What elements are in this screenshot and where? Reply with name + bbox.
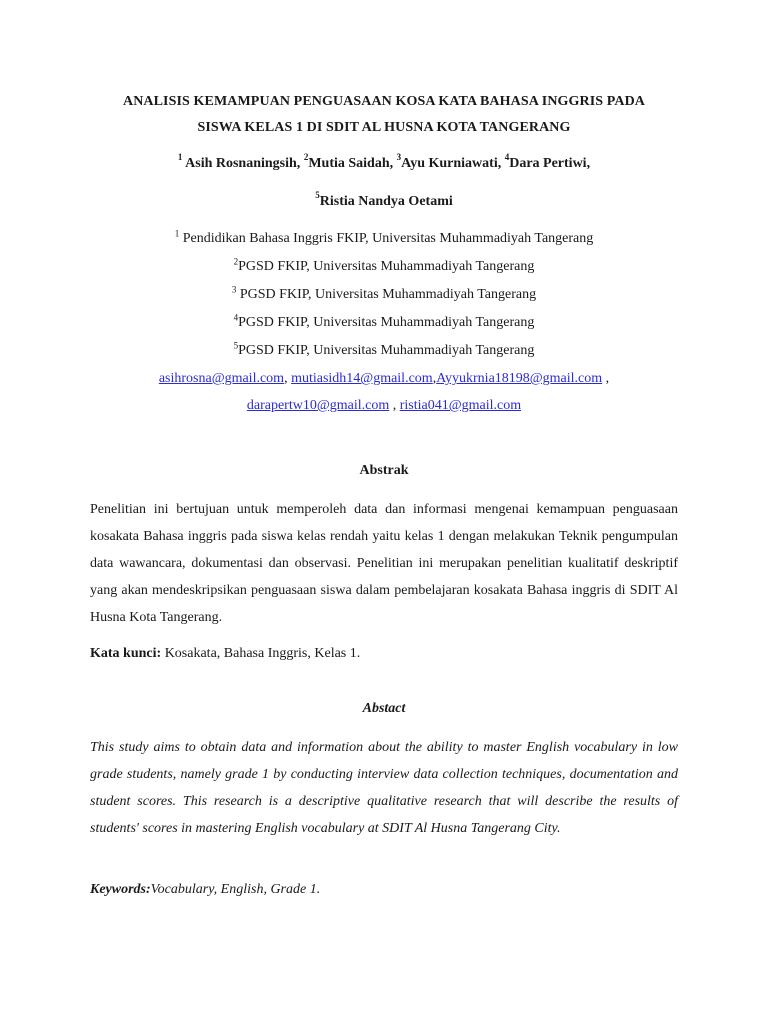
affiliation-5 [0,340,768,359]
author-5-marker: 5 [315,190,320,201]
email-separator: , [432,371,437,386]
paper-title-line-2: SISWA KELAS 1 DI SDIT AL HUSNA KOTA TANGERANG [197,120,571,135]
author-list-2 [0,190,768,210]
abstract-heading: Abstact [362,701,406,716]
affiliation-1-marker: 1 [174,228,180,239]
abstrak-heading: Abstrak [359,463,409,478]
email-link-5[interactable]: ristia041@gmail.com [399,398,522,413]
kata-kunci-line [90,646,678,662]
email-link-2[interactable]: mutiasidh14@gmail.com [291,371,433,386]
email-link-4[interactable]: darapertw10@gmail.com [246,398,390,413]
affiliation-1-text: Pendidikan Bahasa Inggris FKIP, Universitas Muhammadiyah Tangerang [182,231,594,246]
author-5-name: Ristia Nandya Oetami [319,194,453,209]
affiliation-2-marker: 2 [233,256,239,267]
abstrak-body: Penelitian ini bertujuan untuk memperoleh data dan informasi mengenai kemampuan penguasaan kosakata Bahasa inggris pada siswa kelas rendah yaitu kelas 1 dengan melakukan Teknik pengumpulan data wawancara, dokumentasi dan observasi. Penelitian ini merupakan penelitian kualitatif deskriptif yang akan mendeskripsikan penguasaan siswa dalam pembelajaran kosakata Bahasa inggris di SDIT Al Husna Kota Tangerang. [90,502,678,625]
author-1-name: Asih Rosnaningsih, [185,156,301,171]
affiliation-5-text: PGSD FKIP, Universitas Muhammadiyah Tangerang [238,343,535,358]
affiliation-3 [0,284,768,303]
author-list [0,152,768,172]
affiliation-2 [0,256,768,275]
author-1-marker: 1 [177,152,183,163]
affiliation-4 [0,312,768,331]
author-2-name: Mutia Saidah, [308,156,394,171]
affiliation-4-text: PGSD FKIP, Universitas Muhammadiyah Tangerang [238,315,535,330]
author-3-name: Ayu Kurniawati, [401,156,502,171]
email-link-1[interactable]: asihrosna@gmail.com [158,371,285,386]
paper-title-line-1: ANALISIS KEMAMPUAN PENGUASAAN KOSA KATA BAHASA INGGRIS PADA [122,94,645,109]
kata-kunci-label: Kata kunci: [90,646,162,661]
author-3-marker: 3 [396,152,402,163]
affiliation-3-marker: 3 [231,284,237,295]
email-separator: , [602,371,610,386]
abstract-body: This study aims to obtain data and information about the ability to master English vocabulary in low grade students, namely grade 1 by conducting interview data collection techniques, documentation and student scores. This research is a descriptive qualitative research that will describe the results of students' scores in mastering English vocabulary at SDIT Al Husna Tangerang City. [90,740,678,836]
affiliation-2-text: PGSD FKIP, Universitas Muhammadiyah Tangerang [238,259,535,274]
email-link-3[interactable]: Ayyukrnia18198@gmail.com [436,371,603,386]
affiliation-4-marker: 4 [233,312,239,323]
affiliation-5-marker: 5 [233,340,239,351]
keywords-label: Keywords: [90,882,151,897]
email-line-2 [0,398,768,414]
email-separator: , [389,398,400,413]
email-line-1 [0,371,768,387]
keywords-values: Vocabulary, English, Grade 1. [150,882,321,897]
kata-kunci-values: Kosakata, Bahasa Inggris, Kelas 1. [161,646,361,661]
email-separator: , [284,371,288,386]
author-4-name: Dara Pertiwi, [509,156,591,171]
affiliation-1 [0,228,768,247]
author-4-marker: 4 [504,152,510,163]
keywords-line [90,882,678,898]
affiliation-3-text: PGSD FKIP, Universitas Muhammadiyah Tangerang [239,287,537,302]
author-2-marker: 2 [303,152,309,163]
